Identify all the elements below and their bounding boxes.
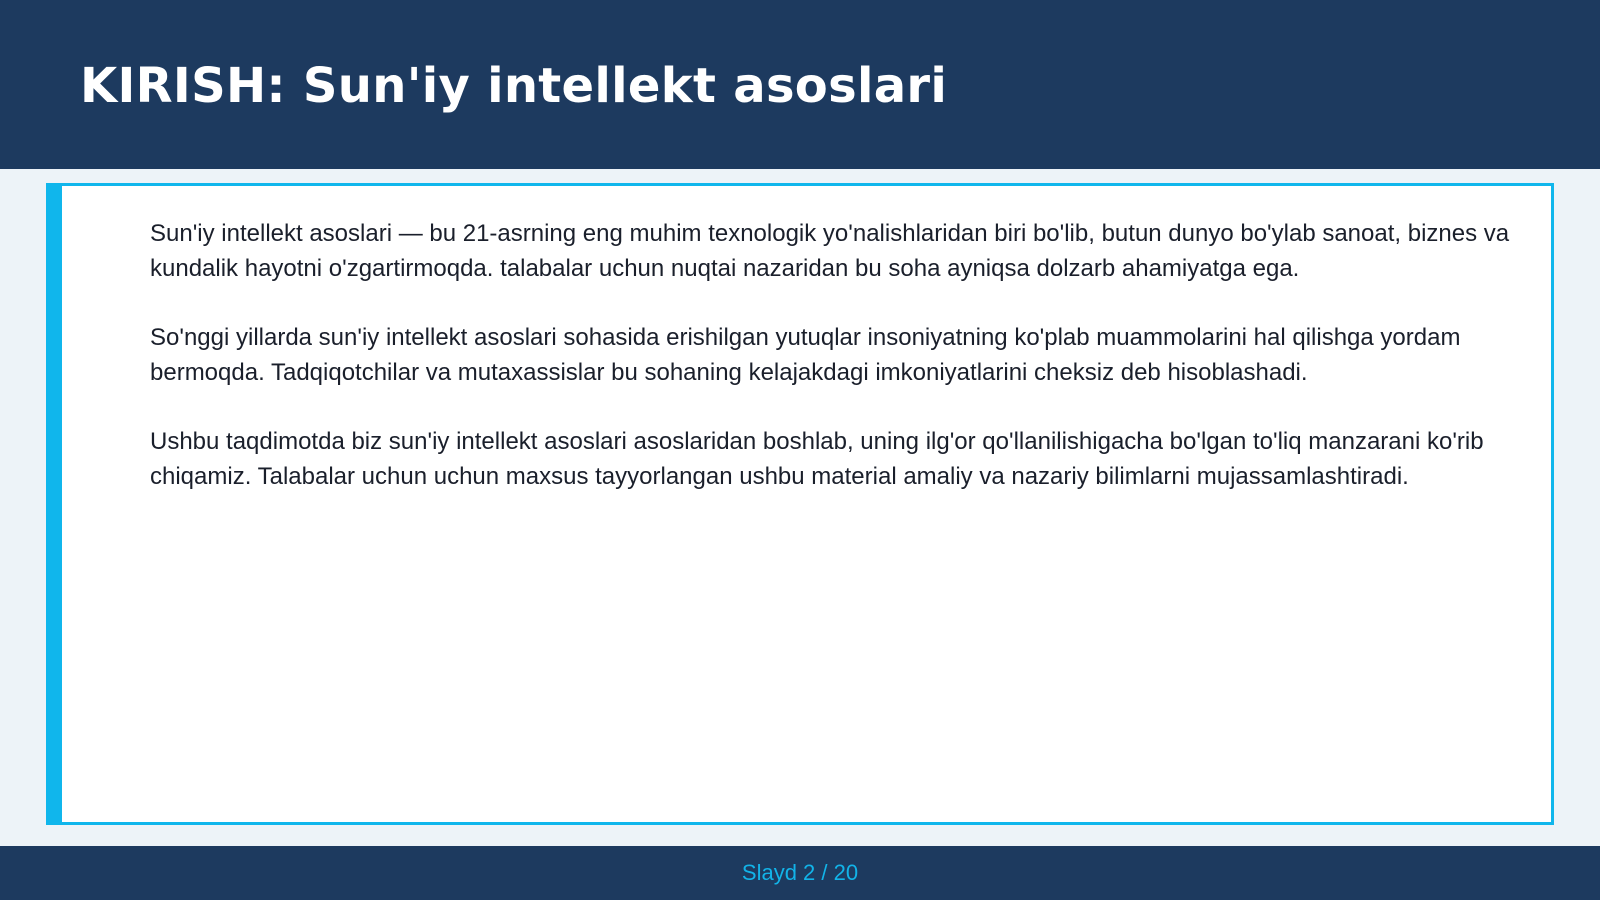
paragraph-2: So'nggi yillarda sun'iy intellekt asoslari sohasida erishilgan yutuqlar insoniyatning ko'plab muammolarini hal qilishga yordam bermoqda. Tadqiqotchilar va mutaxassislar bu sohaning kelajakdagi imkoniyatlarini cheksiz deb hisoblashadi. — [150, 324, 1461, 386]
content-text — [150, 216, 1555, 528]
content-card — [46, 183, 1554, 825]
slide-header — [0, 0, 1600, 169]
paragraph-1: Sun'iy intellekt asoslari — bu 21-asrning eng muhim texnologik yo'nalishlaridan biri bo'lib, butun dunyo bo'ylab sanoat, biznes va kundalik hayotni o'zgartirmoqda. talabalar uchun nuqtai nazaridan bu soha ayniqsa dolzarb ahamiyatga ega. — [150, 220, 1510, 282]
paragraph-3: Ushbu taqdimotda biz sun'iy intellekt asoslari asoslaridan boshlab, uning ilg'or qo'llanilishigacha bo'lgan to'liq manzarani ko'rib chiqamiz. Talabalar uchun uchun maxsus tayyorlangan ushbu material amaliy va nazariy bilimlarni mujassamlashtiradi. — [150, 428, 1484, 490]
slide-counter: Slayd 2 / 20 — [741, 860, 859, 885]
slide-title: KIRISH: Sun'iy intellekt asoslari — [80, 58, 948, 114]
slide-footer — [0, 846, 1600, 900]
